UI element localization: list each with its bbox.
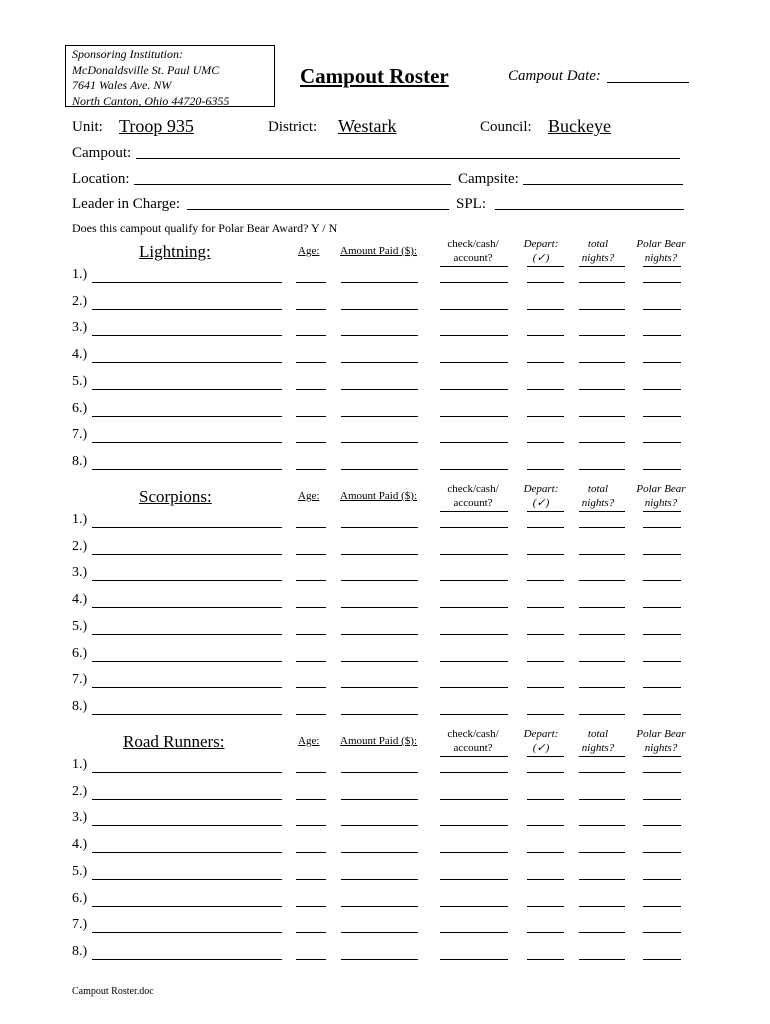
depart-line[interactable] xyxy=(527,932,564,933)
row-number: 4.) xyxy=(72,347,88,363)
payment-line[interactable] xyxy=(440,932,508,933)
row-number: 2.) xyxy=(72,293,88,309)
name-line[interactable] xyxy=(92,362,282,363)
leader-field[interactable] xyxy=(187,209,449,210)
age-line[interactable] xyxy=(296,687,326,688)
name-line[interactable] xyxy=(92,607,282,608)
name-line[interactable] xyxy=(92,416,282,417)
depart-line[interactable] xyxy=(527,469,564,470)
payment-line[interactable] xyxy=(440,959,508,960)
col-payment-1: check/cash/ xyxy=(447,238,499,250)
polar-nights-line[interactable] xyxy=(643,825,681,826)
total-nights-line[interactable] xyxy=(579,932,625,933)
col-polar-1: Polar Bear xyxy=(636,728,686,740)
total-nights-line[interactable] xyxy=(579,772,625,773)
sponsor-line: Sponsoring Institution: xyxy=(72,47,184,61)
polar-nights-line[interactable] xyxy=(643,335,681,336)
col-polar-2: nights? xyxy=(644,497,678,509)
depart-line[interactable] xyxy=(527,714,564,715)
polar-nights-line[interactable] xyxy=(643,554,681,555)
amount-line[interactable] xyxy=(341,527,418,528)
campout-label: Campout: xyxy=(72,145,132,161)
polar-nights-line[interactable] xyxy=(643,469,681,470)
payment-line[interactable] xyxy=(440,335,508,336)
header-rule xyxy=(527,266,564,267)
payment-line[interactable] xyxy=(440,362,508,363)
col-polar-2: nights? xyxy=(644,252,678,264)
name-line[interactable] xyxy=(92,389,282,390)
polar-nights-line[interactable] xyxy=(643,687,681,688)
spl-label: SPL: xyxy=(456,196,487,212)
payment-line[interactable] xyxy=(440,442,508,443)
row-number: 4.) xyxy=(72,592,88,608)
name-line[interactable] xyxy=(92,554,282,555)
col-depart-1: Depart: xyxy=(523,483,559,495)
payment-line[interactable] xyxy=(440,282,508,283)
name-line[interactable] xyxy=(92,687,282,688)
col-age: Age: xyxy=(298,245,320,257)
total-nights-line[interactable] xyxy=(579,661,625,662)
payment-line[interactable] xyxy=(440,389,508,390)
age-line[interactable] xyxy=(296,825,326,826)
age-line[interactable] xyxy=(296,799,326,800)
age-line[interactable] xyxy=(296,772,326,773)
amount-line[interactable] xyxy=(341,852,418,853)
col-total-nights-1: total xyxy=(587,238,609,250)
campout-date-label: Campout Date: xyxy=(508,68,601,84)
depart-line[interactable] xyxy=(527,687,564,688)
depart-line[interactable] xyxy=(527,607,564,608)
total-nights-line[interactable] xyxy=(579,416,625,417)
amount-line[interactable] xyxy=(341,634,418,635)
total-nights-line[interactable] xyxy=(579,687,625,688)
payment-line[interactable] xyxy=(440,416,508,417)
polar-nights-line[interactable] xyxy=(643,799,681,800)
depart-line[interactable] xyxy=(527,661,564,662)
name-line[interactable] xyxy=(92,309,282,310)
depart-line[interactable] xyxy=(527,362,564,363)
col-total-nights-1: total xyxy=(587,728,609,740)
total-nights-line[interactable] xyxy=(579,335,625,336)
name-line[interactable] xyxy=(92,852,282,853)
total-nights-line[interactable] xyxy=(579,825,625,826)
row-number: 3.) xyxy=(72,320,88,336)
payment-line[interactable] xyxy=(440,309,508,310)
council-label: Council: xyxy=(480,119,532,135)
col-payment-2: account? xyxy=(453,742,493,754)
polar-nights-line[interactable] xyxy=(643,416,681,417)
depart-line[interactable] xyxy=(527,282,564,283)
sponsor-box xyxy=(65,45,275,107)
polar-nights-line[interactable] xyxy=(643,852,681,853)
depart-line[interactable] xyxy=(527,852,564,853)
amount-line[interactable] xyxy=(341,442,418,443)
district-value[interactable]: Westark xyxy=(338,116,397,136)
polar-nights-line[interactable] xyxy=(643,389,681,390)
name-line[interactable] xyxy=(92,714,282,715)
age-line[interactable] xyxy=(296,607,326,608)
leader-label: Leader in Charge: xyxy=(72,196,181,212)
patrol-name: Scorpions: xyxy=(139,487,212,506)
amount-line[interactable] xyxy=(341,799,418,800)
polar-nights-line[interactable] xyxy=(643,309,681,310)
polar-nights-line[interactable] xyxy=(643,932,681,933)
age-line[interactable] xyxy=(296,416,326,417)
payment-line[interactable] xyxy=(440,714,508,715)
polar-nights-line[interactable] xyxy=(643,661,681,662)
total-nights-line[interactable] xyxy=(579,580,625,581)
amount-line[interactable] xyxy=(341,335,418,336)
col-age: Age: xyxy=(298,735,320,747)
campsite-field[interactable] xyxy=(523,184,683,185)
row-number: 5.) xyxy=(72,618,88,634)
polar-nights-line[interactable] xyxy=(643,362,681,363)
row-number: 1.) xyxy=(72,267,88,282)
payment-line[interactable] xyxy=(440,554,508,555)
amount-line[interactable] xyxy=(341,772,418,773)
age-line[interactable] xyxy=(296,335,326,336)
row-number: 7.) xyxy=(72,917,88,933)
payment-line[interactable] xyxy=(440,580,508,581)
col-amount-paid: Amount Paid ($): xyxy=(340,490,417,502)
col-total-nights-2: nights? xyxy=(581,497,615,509)
polar-bear-question: Does this campout qualify for Polar Bear Award? Y / N xyxy=(72,221,338,235)
row-number: 2.) xyxy=(72,783,88,799)
age-line[interactable] xyxy=(296,852,326,853)
amount-line[interactable] xyxy=(341,687,418,688)
patrol-name: Lightning: xyxy=(139,242,211,261)
col-depart-2: (✓) xyxy=(532,497,550,509)
campout-field[interactable] xyxy=(136,158,680,159)
amount-line[interactable] xyxy=(341,607,418,608)
age-line[interactable] xyxy=(296,906,326,907)
row-number: 5.) xyxy=(72,373,88,389)
amount-line[interactable] xyxy=(341,580,418,581)
col-age: Age: xyxy=(298,490,320,502)
amount-line[interactable] xyxy=(341,416,418,417)
payment-line[interactable] xyxy=(440,772,508,773)
depart-line[interactable] xyxy=(527,959,564,960)
depart-line[interactable] xyxy=(527,825,564,826)
depart-line[interactable] xyxy=(527,634,564,635)
depart-line[interactable] xyxy=(527,772,564,773)
col-amount-paid: Amount Paid ($): xyxy=(340,735,417,747)
polar-nights-line[interactable] xyxy=(643,879,681,880)
row-number: 2.) xyxy=(72,538,88,554)
name-line[interactable] xyxy=(92,335,282,336)
payment-line[interactable] xyxy=(440,469,508,470)
age-line[interactable] xyxy=(296,959,326,960)
polar-nights-line[interactable] xyxy=(643,527,681,528)
polar-nights-line[interactable] xyxy=(643,959,681,960)
age-line[interactable] xyxy=(296,879,326,880)
polar-nights-line[interactable] xyxy=(643,607,681,608)
amount-line[interactable] xyxy=(341,932,418,933)
col-total-nights-2: nights? xyxy=(581,252,615,264)
name-line[interactable] xyxy=(92,799,282,800)
age-line[interactable] xyxy=(296,554,326,555)
row-number: 3.) xyxy=(72,565,88,581)
footer-filename: Campout Roster.doc xyxy=(72,986,154,997)
depart-line[interactable] xyxy=(527,799,564,800)
total-nights-line[interactable] xyxy=(579,282,625,283)
polar-nights-line[interactable] xyxy=(643,772,681,773)
depart-line[interactable] xyxy=(527,309,564,310)
header-rule xyxy=(643,266,681,267)
page-title: Campout Roster xyxy=(300,64,449,88)
payment-line[interactable] xyxy=(440,852,508,853)
name-line[interactable] xyxy=(92,772,282,773)
depart-line[interactable] xyxy=(527,906,564,907)
row-number: 7.) xyxy=(72,672,88,688)
age-line[interactable] xyxy=(296,469,326,470)
amount-line[interactable] xyxy=(341,714,418,715)
depart-line[interactable] xyxy=(527,580,564,581)
payment-line[interactable] xyxy=(440,879,508,880)
header-rule xyxy=(643,511,681,512)
total-nights-line[interactable] xyxy=(579,362,625,363)
row-number: 1.) xyxy=(72,512,88,527)
age-line[interactable] xyxy=(296,389,326,390)
header-rule xyxy=(643,756,681,757)
age-line[interactable] xyxy=(296,527,326,528)
total-nights-line[interactable] xyxy=(579,959,625,960)
patrol-name: Road Runners: xyxy=(123,732,225,751)
amount-line[interactable] xyxy=(341,879,418,880)
sponsor-line: 7641 Wales Ave. NW xyxy=(72,78,172,92)
name-line[interactable] xyxy=(92,282,282,283)
col-payment-2: account? xyxy=(453,252,493,264)
age-line[interactable] xyxy=(296,714,326,715)
amount-line[interactable] xyxy=(341,309,418,310)
col-depart-1: Depart: xyxy=(523,238,559,250)
total-nights-line[interactable] xyxy=(579,714,625,715)
sponsor-line: North Canton, Ohio 44720-6355 xyxy=(72,93,230,108)
name-line[interactable] xyxy=(92,527,282,528)
col-polar-2: nights? xyxy=(644,742,678,754)
polar-nights-line[interactable] xyxy=(643,442,681,443)
name-line[interactable] xyxy=(92,959,282,960)
unit-value[interactable]: Troop 935 xyxy=(119,116,194,136)
campout-date-field[interactable] xyxy=(607,82,689,83)
name-line[interactable] xyxy=(92,469,282,470)
amount-line[interactable] xyxy=(341,469,418,470)
location-field[interactable] xyxy=(134,184,451,185)
total-nights-line[interactable] xyxy=(579,389,625,390)
header-rule xyxy=(527,511,564,512)
row-number: 6.) xyxy=(72,890,88,906)
row-number: 4.) xyxy=(72,837,88,853)
payment-line[interactable] xyxy=(440,906,508,907)
header-rule xyxy=(440,266,508,267)
polar-nights-line[interactable] xyxy=(643,282,681,283)
amount-line[interactable] xyxy=(341,362,418,363)
col-depart-2: (✓) xyxy=(532,742,550,754)
col-total-nights-1: total xyxy=(587,483,609,495)
col-amount-paid: Amount Paid ($): xyxy=(340,245,417,257)
amount-line[interactable] xyxy=(341,959,418,960)
col-polar-1: Polar Bear xyxy=(636,238,686,250)
polar-nights-line[interactable] xyxy=(643,714,681,715)
depart-line[interactable] xyxy=(527,416,564,417)
header-rule xyxy=(527,756,564,757)
unit-label: Unit: xyxy=(72,119,103,135)
total-nights-line[interactable] xyxy=(579,852,625,853)
col-payment-1: check/cash/ xyxy=(447,728,499,740)
polar-nights-line[interactable] xyxy=(643,634,681,635)
location-label: Location: xyxy=(72,171,130,187)
age-line[interactable] xyxy=(296,661,326,662)
header-rule xyxy=(440,511,508,512)
amount-line[interactable] xyxy=(341,282,418,283)
depart-line[interactable] xyxy=(527,554,564,555)
amount-line[interactable] xyxy=(341,389,418,390)
depart-line[interactable] xyxy=(527,389,564,390)
payment-line[interactable] xyxy=(440,634,508,635)
total-nights-line[interactable] xyxy=(579,607,625,608)
row-number: 5.) xyxy=(72,863,88,879)
total-nights-line[interactable] xyxy=(579,634,625,635)
row-number: 8.) xyxy=(72,698,88,714)
name-line[interactable] xyxy=(92,661,282,662)
name-line[interactable] xyxy=(92,879,282,880)
row-number: 6.) xyxy=(72,400,88,416)
header-rule xyxy=(579,756,625,757)
total-nights-line[interactable] xyxy=(579,527,625,528)
age-line[interactable] xyxy=(296,309,326,310)
polar-nights-line[interactable] xyxy=(643,580,681,581)
amount-line[interactable] xyxy=(341,825,418,826)
payment-line[interactable] xyxy=(440,661,508,662)
col-payment-1: check/cash/ xyxy=(447,483,499,495)
col-payment-2: account? xyxy=(453,497,493,509)
spl-field[interactable] xyxy=(495,209,684,210)
payment-line[interactable] xyxy=(440,825,508,826)
row-number: 8.) xyxy=(72,453,88,469)
total-nights-line[interactable] xyxy=(579,309,625,310)
row-number: 3.) xyxy=(72,810,88,826)
total-nights-line[interactable] xyxy=(579,906,625,907)
payment-line[interactable] xyxy=(440,799,508,800)
name-line[interactable] xyxy=(92,825,282,826)
name-line[interactable] xyxy=(92,580,282,581)
col-depart-1: Depart: xyxy=(523,728,559,740)
age-line[interactable] xyxy=(296,634,326,635)
total-nights-line[interactable] xyxy=(579,879,625,880)
col-depart-2: (✓) xyxy=(532,252,550,264)
council-value[interactable]: Buckeye xyxy=(548,116,611,136)
total-nights-line[interactable] xyxy=(579,442,625,443)
sponsor-line: McDonaldsville St. Paul UMC xyxy=(72,62,220,77)
age-line[interactable] xyxy=(296,580,326,581)
name-line[interactable] xyxy=(92,634,282,635)
header-rule xyxy=(440,756,508,757)
district-label: District: xyxy=(268,119,318,135)
depart-line[interactable] xyxy=(527,527,564,528)
total-nights-line[interactable] xyxy=(579,554,625,555)
row-number: 1.) xyxy=(72,757,88,772)
header-rule xyxy=(579,511,625,512)
header-rule xyxy=(579,266,625,267)
depart-line[interactable] xyxy=(527,442,564,443)
depart-line[interactable] xyxy=(527,879,564,880)
row-number: 6.) xyxy=(72,645,88,661)
amount-line[interactable] xyxy=(341,661,418,662)
age-line[interactable] xyxy=(296,932,326,933)
payment-line[interactable] xyxy=(440,607,508,608)
amount-line[interactable] xyxy=(341,906,418,907)
total-nights-line[interactable] xyxy=(579,799,625,800)
col-polar-1: Polar Bear xyxy=(636,483,686,495)
age-line[interactable] xyxy=(296,362,326,363)
campsite-label: Campsite: xyxy=(458,171,519,187)
amount-line[interactable] xyxy=(341,554,418,555)
name-line[interactable] xyxy=(92,906,282,907)
name-line[interactable] xyxy=(92,442,282,443)
row-number: 7.) xyxy=(72,427,88,443)
name-line[interactable] xyxy=(92,932,282,933)
row-number: 8.) xyxy=(72,943,88,959)
payment-line[interactable] xyxy=(440,687,508,688)
col-total-nights-2: nights? xyxy=(581,742,615,754)
polar-nights-line[interactable] xyxy=(643,906,681,907)
total-nights-line[interactable] xyxy=(579,469,625,470)
payment-line[interactable] xyxy=(440,527,508,528)
age-line[interactable] xyxy=(296,442,326,443)
age-line[interactable] xyxy=(296,282,326,283)
depart-line[interactable] xyxy=(527,335,564,336)
